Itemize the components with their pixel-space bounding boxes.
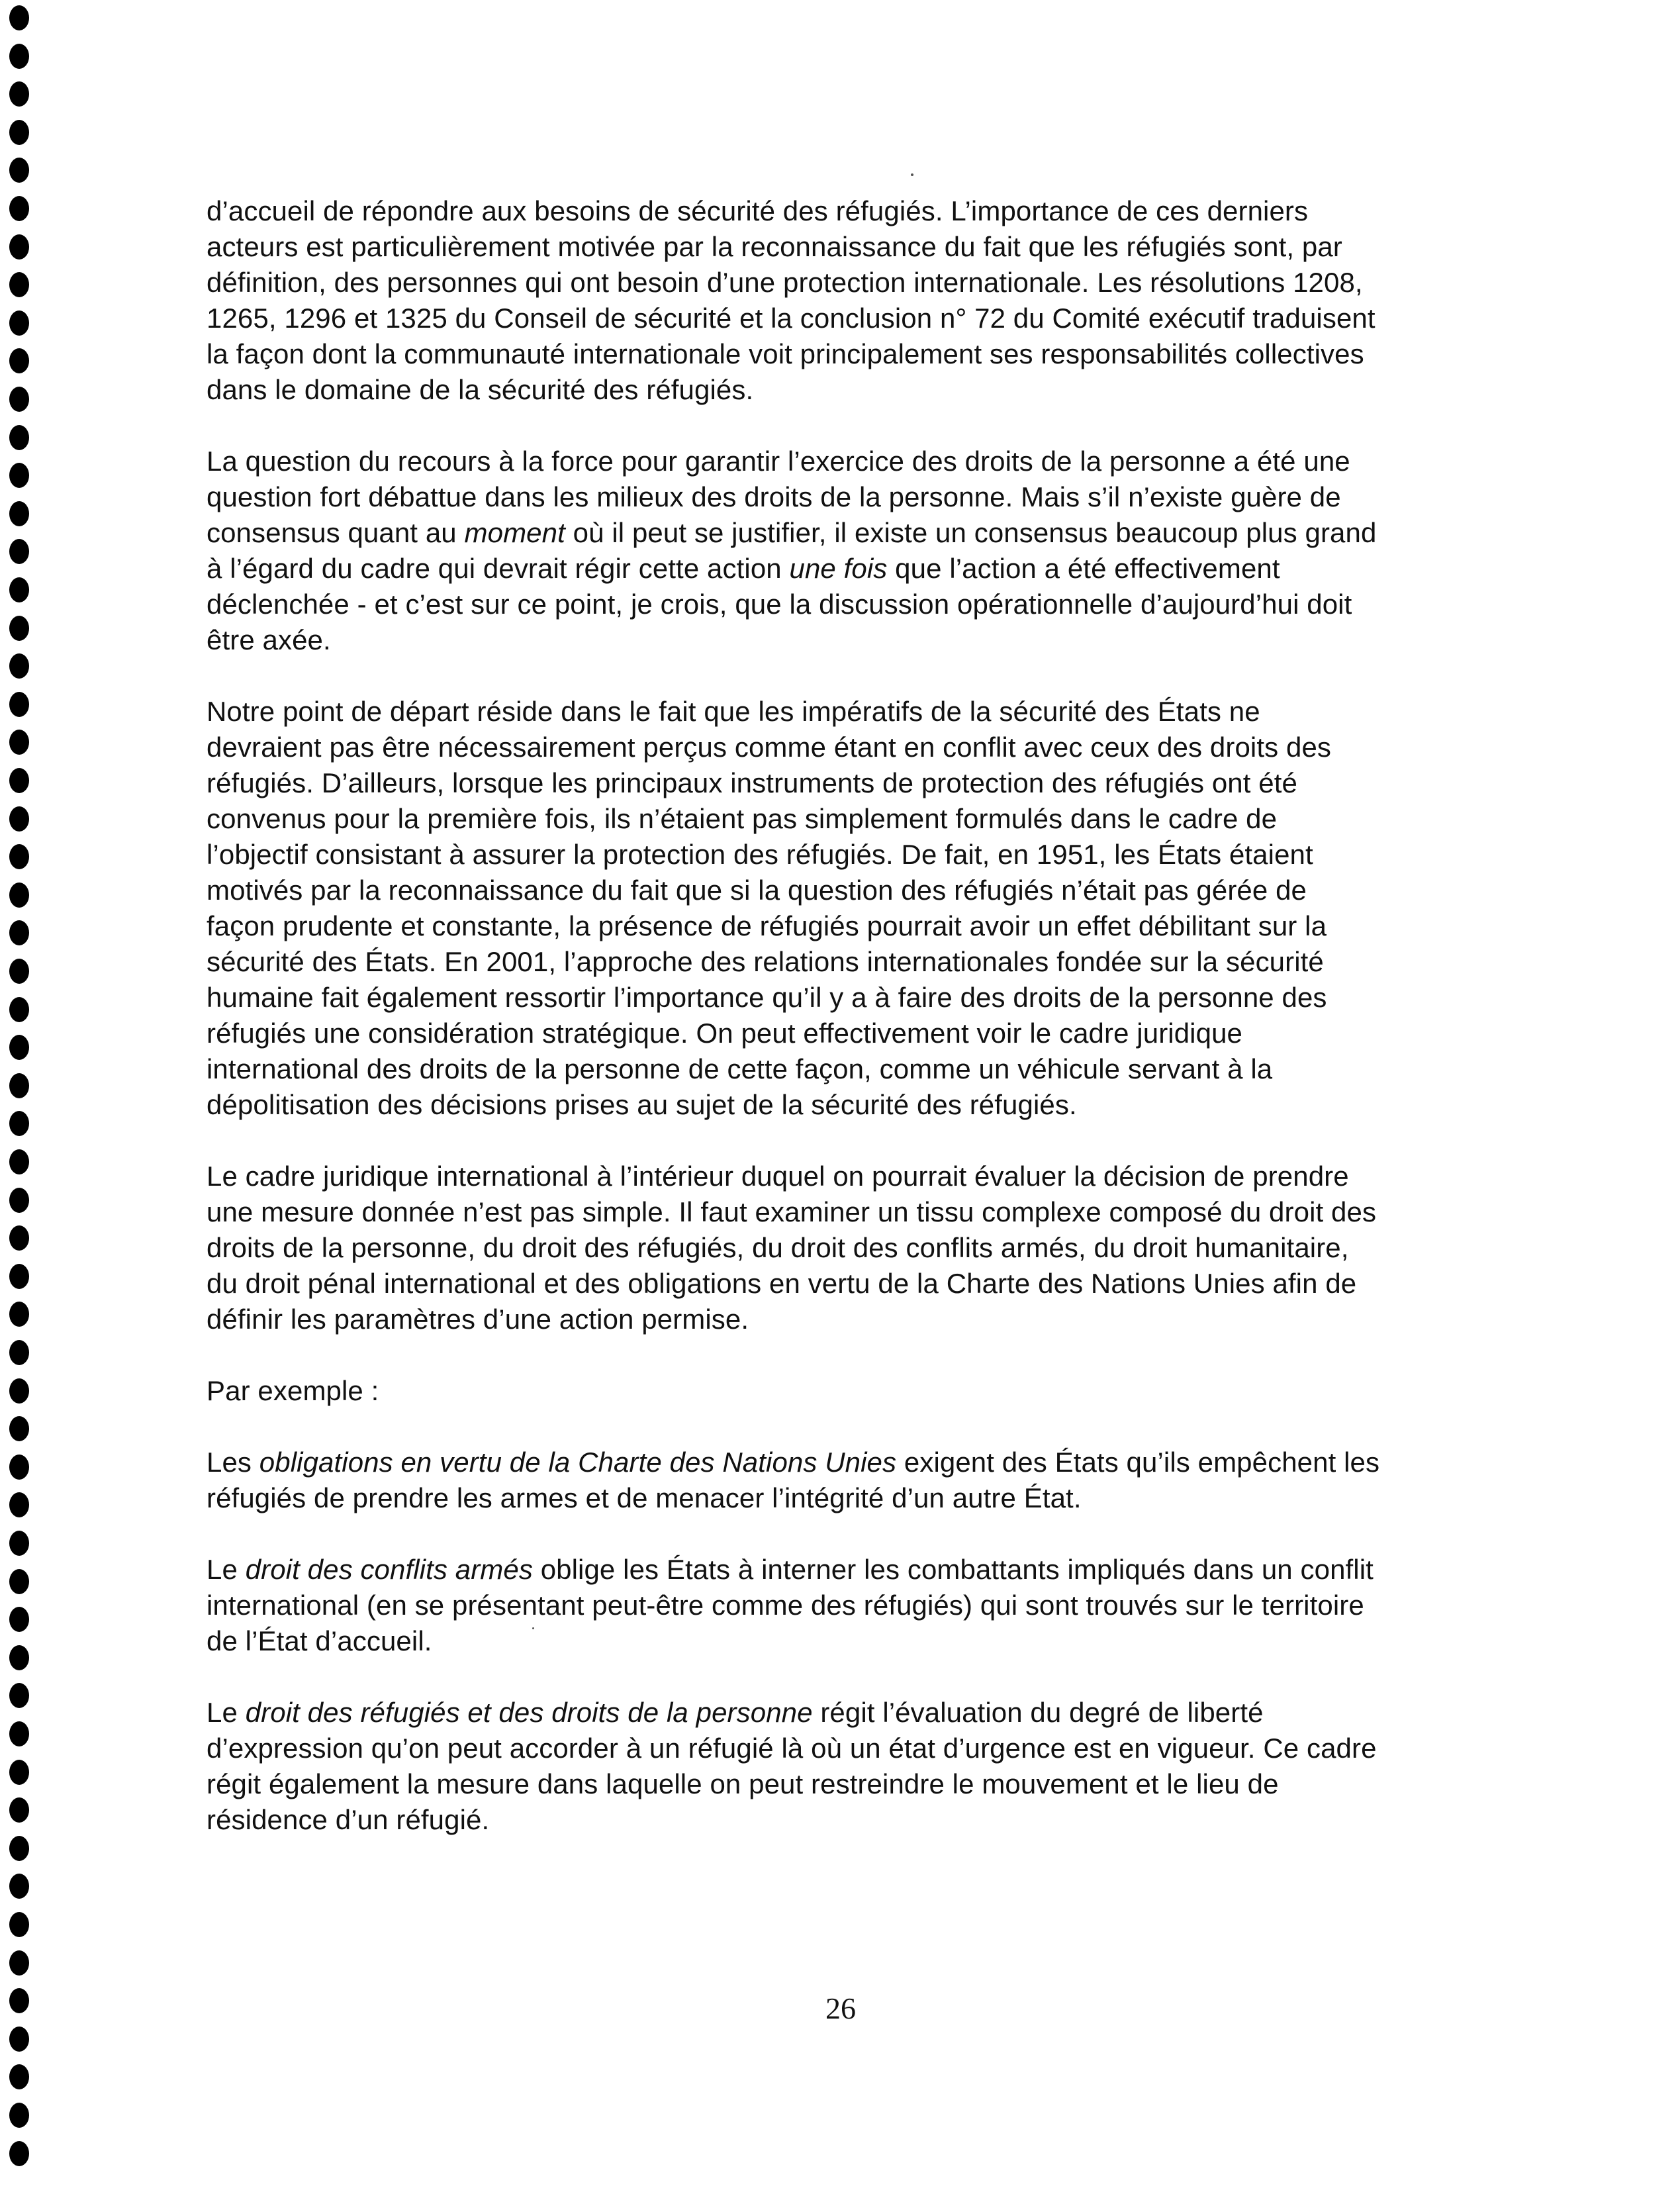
binder-hole — [9, 692, 29, 717]
binder-hole — [9, 1073, 29, 1098]
binder-hole — [9, 1149, 29, 1174]
text-line — [207, 301, 1504, 336]
binder-hole — [9, 1531, 29, 1556]
text-run: à l’égard du cadre qui devrait régir cette action — [207, 553, 790, 584]
text-line — [207, 1087, 1504, 1123]
text-run: question fort débattue dans les milieux des droits de la personne. Mais s’il n’existe guère de — [207, 481, 1341, 512]
text-run: dépolitisation des décisions prises au sujet de la sécurité des réfugiés. — [207, 1089, 1077, 1120]
text-line — [207, 1194, 1504, 1230]
text-line — [207, 1588, 1504, 1623]
binder-hole — [9, 1988, 29, 2013]
text-line — [207, 1695, 1504, 1731]
binder-hole — [9, 653, 29, 679]
paragraph — [207, 444, 1504, 658]
binder-hole — [9, 387, 29, 412]
binder-hole — [9, 2141, 29, 2166]
italic-text: une fois — [789, 553, 888, 584]
binder-hole — [9, 501, 29, 526]
text-run: consensus quant au — [207, 517, 465, 548]
document-body — [207, 193, 1504, 1874]
text-run: de l’État d’accueil. — [207, 1625, 432, 1656]
text-run: d’accueil de répondre aux besoins de sécurité des réfugiés. L’importance de ces derniers — [207, 195, 1309, 226]
text-line — [207, 908, 1504, 944]
text-run: international (en se présentant peut-être comme des réfugiés) qui sont trouvés sur le territoire — [207, 1590, 1364, 1621]
binder-hole — [9, 1188, 29, 1213]
text-line — [207, 372, 1504, 408]
text-line — [207, 1159, 1504, 1194]
binder-hole — [9, 44, 29, 69]
page-number: 26 — [825, 1991, 856, 2025]
text-line — [207, 515, 1504, 551]
binder-hole — [9, 463, 29, 488]
text-line — [207, 1766, 1504, 1802]
text-line — [207, 479, 1504, 515]
text-line — [207, 1302, 1504, 1337]
text-line — [207, 1623, 1504, 1659]
paragraph — [207, 1552, 1504, 1659]
text-run: Par exemple : — [207, 1375, 379, 1406]
text-line — [207, 837, 1504, 873]
paragraph — [207, 694, 1504, 1123]
binder-hole — [9, 1416, 29, 1441]
text-line — [207, 336, 1504, 372]
binder-hole — [9, 1340, 29, 1365]
text-run: sécurité des États. En 2001, l’approche des relations internationales fondée sur la sécurité — [207, 946, 1324, 977]
text-run: régit également la mesure dans laquelle on peut restreindre le mouvement et le lieu de — [207, 1768, 1279, 1799]
text-run: réfugiés une considération stratégique. On peut effectivement voir le cadre juridique — [207, 1018, 1242, 1049]
text-run: La question du recours à la force pour garantir l’exercice des droits de la personne a été une — [207, 446, 1350, 477]
binder-hole — [9, 616, 29, 641]
text-run: réfugiés de prendre les armes et de menacer l’intégrité d’un autre État. — [207, 1482, 1082, 1513]
text-run: droits de la personne, du droit des réfugiés, du droit des conflits armés, du droit humanitaire, — [207, 1232, 1349, 1263]
text-run: Notre point de départ réside dans le fait que les impératifs de la sécurité des États ne — [207, 696, 1260, 727]
text-run: régit l’évaluation du degré de liberté — [812, 1697, 1264, 1728]
binder-hole — [9, 1645, 29, 1670]
binder-hole — [9, 2103, 29, 2128]
paragraph — [207, 1445, 1504, 1516]
italic-text: moment — [464, 517, 565, 548]
text-run: devraient pas être nécessairement perçus comme étant en conflit avec ceux des droits des — [207, 732, 1332, 763]
binder-hole — [9, 730, 29, 755]
binder-hole — [9, 425, 29, 450]
text-run: 1265, 1296 et 1325 du Conseil de sécurité et la conclusion n° 72 du Comité exécutif traduisent — [207, 303, 1376, 334]
text-line — [207, 694, 1504, 730]
paragraph — [207, 1695, 1504, 1838]
italic-text: droit des conflits armés — [245, 1554, 533, 1585]
text-run: définir les paramètres d’une action permise. — [207, 1304, 749, 1335]
text-run: dans le domaine de la sécurité des réfugiés. — [207, 374, 754, 405]
binder-hole — [9, 1569, 29, 1594]
binder-hole — [9, 1874, 29, 1899]
text-line — [207, 765, 1504, 801]
text-run: Le — [207, 1554, 246, 1585]
text-run: acteurs est particulièrement motivée par la reconnaissance du fait que les réfugiés sont, par — [207, 231, 1342, 262]
binder-hole — [9, 1607, 29, 1632]
paragraph — [207, 193, 1504, 408]
binder-hole — [9, 81, 29, 107]
binder-hole — [9, 196, 29, 221]
text-line — [207, 1802, 1504, 1838]
binder-hole — [9, 1378, 29, 1404]
text-run: Les — [207, 1447, 259, 1478]
binder-hole — [9, 1760, 29, 1785]
binder-hole — [9, 920, 29, 945]
text-line — [207, 1373, 1504, 1409]
binder-hole — [9, 539, 29, 564]
text-run: Le — [207, 1697, 246, 1728]
text-run: oblige les États à interner les combattants impliqués dans un conflit — [532, 1554, 1374, 1585]
text-run: du droit pénal international et des obligations en vertu de la Charte des Nations Unies afin de — [207, 1268, 1357, 1299]
binder-hole — [9, 310, 29, 336]
binder-hole — [9, 120, 29, 145]
text-line — [207, 801, 1504, 837]
binder-hole — [9, 1721, 29, 1746]
italic-text: droit des réfugiés et des droits de la personne — [245, 1697, 813, 1728]
text-line — [207, 1266, 1504, 1302]
scan-speck — [532, 1627, 534, 1629]
binder-hole — [9, 1455, 29, 1480]
text-line — [207, 730, 1504, 765]
text-run: réfugiés. D’ailleurs, lorsque les principaux instruments de protection des réfugiés ont été — [207, 767, 1297, 798]
text-run: que l’action a été effectivement — [887, 553, 1280, 584]
text-line — [207, 551, 1504, 587]
paragraph — [207, 1159, 1504, 1337]
text-run: l’objectif consistant à assurer la protection des réfugiés. De fait, en 1951, les États étaient — [207, 839, 1313, 870]
text-run: où il peut se justifier, il existe un consensus beaucoup plus grand — [565, 517, 1377, 548]
text-line — [207, 1552, 1504, 1588]
binder-hole — [9, 844, 29, 869]
text-run: déclenchée - et c’est sur ce point, je crois, que la discussion opérationnelle d’aujourd’hui doit — [207, 589, 1352, 620]
binder-hole — [9, 1683, 29, 1708]
text-run: définition, des personnes qui ont besoin d’une protection internationale. Les résolutions 1208, — [207, 267, 1363, 298]
text-run: convenus pour la première fois, ils n’étaient pas simplement formulés dans le cadre de — [207, 803, 1278, 834]
text-line — [207, 193, 1504, 229]
binder-hole — [9, 272, 29, 297]
text-run: être axée. — [207, 624, 331, 655]
paragraph — [207, 1373, 1504, 1409]
text-line — [207, 265, 1504, 301]
text-run: d’expression qu’on peut accorder à un réfugié là où un état d’urgence est en vigueur. Ce cadre — [207, 1733, 1377, 1764]
binder-hole — [9, 768, 29, 793]
binder-hole — [9, 883, 29, 908]
binder-hole — [9, 1492, 29, 1517]
text-run: Le cadre juridique international à l’intérieur duquel on pourrait évaluer la décision de prendre — [207, 1161, 1349, 1192]
text-run: exigent des États qu’ils empêchent les — [896, 1447, 1380, 1478]
binder-holes — [9, 0, 33, 2196]
binder-hole — [9, 997, 29, 1022]
text-run: humaine fait également ressortir l’importance qu’il y a à faire des droits de la personne des — [207, 982, 1327, 1013]
text-line — [207, 980, 1504, 1016]
binder-hole — [9, 1111, 29, 1136]
binder-hole — [9, 959, 29, 984]
text-run: international des droits de la personne de cette façon, comme un véhicule servant à la — [207, 1053, 1273, 1084]
text-run: façon prudente et constante, la présence de réfugiés pourrait avoir un effet débilitant sur la — [207, 910, 1327, 941]
text-line — [207, 1051, 1504, 1087]
text-line — [207, 1480, 1504, 1516]
binder-hole — [9, 2064, 29, 2089]
text-line — [207, 587, 1504, 622]
text-run: une mesure donnée n’est pas simple. Il faut examiner un tissu complexe composé du droit des — [207, 1196, 1377, 1227]
binder-hole — [9, 1035, 29, 1060]
text-run: résidence d’un réfugié. — [207, 1804, 490, 1835]
binder-hole — [9, 1950, 29, 1976]
text-run: la façon dont la communauté internationale voit principalement ses responsabilités collectives — [207, 338, 1364, 369]
binder-hole — [9, 234, 29, 260]
binder-hole — [9, 1912, 29, 1937]
text-line — [207, 622, 1504, 658]
text-line — [207, 1230, 1504, 1266]
text-line — [207, 1016, 1504, 1051]
scan-speck — [911, 173, 913, 176]
binder-hole — [9, 1264, 29, 1289]
binder-hole — [9, 1836, 29, 1861]
text-line — [207, 944, 1504, 980]
binder-hole — [9, 5, 29, 30]
text-line — [207, 1445, 1504, 1480]
binder-hole — [9, 1302, 29, 1327]
binder-hole — [9, 577, 29, 602]
italic-text: obligations en vertu de la Charte des Nations Unies — [259, 1447, 897, 1478]
text-line — [207, 873, 1504, 908]
binder-hole — [9, 158, 29, 183]
text-line — [207, 229, 1504, 265]
binder-hole — [9, 806, 29, 832]
text-run: motivés par la reconnaissance du fait que si la question des réfugiés n’était pas gérée de — [207, 875, 1307, 906]
binder-hole — [9, 2027, 29, 2052]
binder-hole — [9, 348, 29, 373]
binder-hole — [9, 1225, 29, 1251]
text-line — [207, 444, 1504, 479]
binder-hole — [9, 1797, 29, 1823]
text-line — [207, 1731, 1504, 1766]
